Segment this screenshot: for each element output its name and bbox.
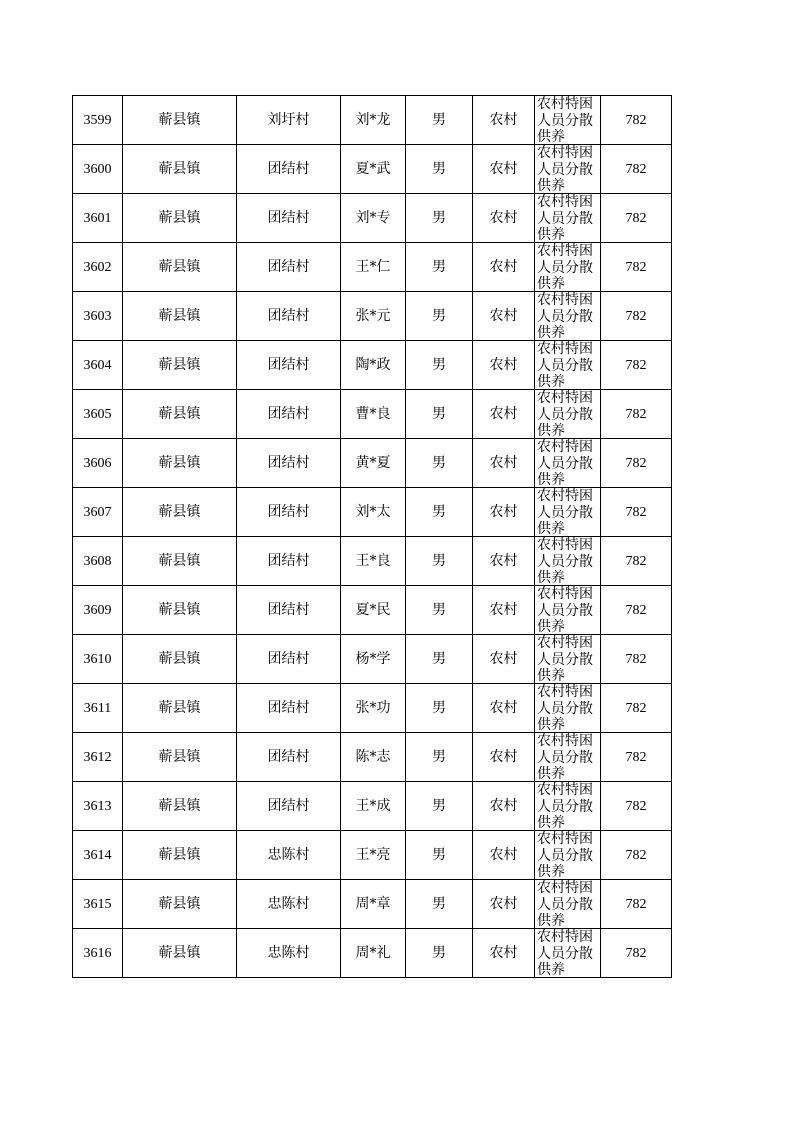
record-number-cell: 3602 xyxy=(73,243,123,292)
table-row xyxy=(73,635,672,684)
category-cell xyxy=(535,439,601,488)
category-cell xyxy=(535,929,601,978)
town-cell: 蕲县镇 xyxy=(123,831,237,880)
table-row xyxy=(73,292,672,341)
category-text: 农村特困人员分散供养 xyxy=(537,880,593,928)
town-cell: 蕲县镇 xyxy=(123,145,237,194)
amount-cell: 782 xyxy=(601,733,672,782)
category-text: 农村特困人员分散供养 xyxy=(537,782,593,830)
record-number-cell: 3605 xyxy=(73,390,123,439)
amount-cell: 782 xyxy=(601,243,672,292)
category-text: 农村特困人员分散供养 xyxy=(537,145,593,193)
record-number-cell: 3611 xyxy=(73,684,123,733)
table-row xyxy=(73,929,672,978)
town-cell: 蕲县镇 xyxy=(123,586,237,635)
village-cell: 忠陈村 xyxy=(237,929,341,978)
table-row xyxy=(73,96,672,145)
town-cell: 蕲县镇 xyxy=(123,782,237,831)
category-cell xyxy=(535,831,601,880)
category-cell xyxy=(535,341,601,390)
gender-cell: 男 xyxy=(406,488,473,537)
town-cell: 蕲县镇 xyxy=(123,390,237,439)
name-cell: 王*仁 xyxy=(341,243,406,292)
table-row xyxy=(73,145,672,194)
gender-cell: 男 xyxy=(406,635,473,684)
record-number-cell: 3609 xyxy=(73,586,123,635)
category-text: 农村特困人员分散供养 xyxy=(537,194,593,242)
area-cell: 农村 xyxy=(473,292,535,341)
name-cell: 王*成 xyxy=(341,782,406,831)
gender-cell: 男 xyxy=(406,586,473,635)
table-row xyxy=(73,880,672,929)
gender-cell: 男 xyxy=(406,292,473,341)
table-row xyxy=(73,341,672,390)
gender-cell: 男 xyxy=(406,733,473,782)
town-cell: 蕲县镇 xyxy=(123,96,237,145)
category-cell xyxy=(535,96,601,145)
table-row xyxy=(73,782,672,831)
area-cell: 农村 xyxy=(473,145,535,194)
category-cell xyxy=(535,537,601,586)
village-cell: 团结村 xyxy=(237,733,341,782)
name-cell: 周*章 xyxy=(341,880,406,929)
category-cell xyxy=(535,733,601,782)
record-number-cell: 3607 xyxy=(73,488,123,537)
village-cell: 团结村 xyxy=(237,488,341,537)
gender-cell: 男 xyxy=(406,831,473,880)
category-text: 农村特困人员分散供养 xyxy=(537,684,593,732)
name-cell: 张*功 xyxy=(341,684,406,733)
relief-table xyxy=(72,95,672,978)
town-cell: 蕲县镇 xyxy=(123,488,237,537)
name-cell: 曹*良 xyxy=(341,390,406,439)
category-cell xyxy=(535,782,601,831)
village-cell: 团结村 xyxy=(237,194,341,243)
town-cell: 蕲县镇 xyxy=(123,243,237,292)
table-row xyxy=(73,488,672,537)
village-cell: 团结村 xyxy=(237,635,341,684)
name-cell: 夏*民 xyxy=(341,586,406,635)
category-text: 农村特困人员分散供养 xyxy=(537,341,593,389)
category-cell xyxy=(535,145,601,194)
area-cell: 农村 xyxy=(473,880,535,929)
amount-cell: 782 xyxy=(601,782,672,831)
amount-cell: 782 xyxy=(601,635,672,684)
village-cell: 团结村 xyxy=(237,292,341,341)
village-cell: 团结村 xyxy=(237,341,341,390)
name-cell: 黄*夏 xyxy=(341,439,406,488)
record-number-cell: 3600 xyxy=(73,145,123,194)
amount-cell: 782 xyxy=(601,341,672,390)
category-text: 农村特困人员分散供养 xyxy=(537,439,593,487)
table-body xyxy=(73,96,672,978)
name-cell: 刘*龙 xyxy=(341,96,406,145)
record-number-cell: 3606 xyxy=(73,439,123,488)
area-cell: 农村 xyxy=(473,929,535,978)
table-row xyxy=(73,537,672,586)
amount-cell: 782 xyxy=(601,684,672,733)
category-cell xyxy=(535,684,601,733)
category-text: 农村特困人员分散供养 xyxy=(537,635,593,683)
area-cell: 农村 xyxy=(473,831,535,880)
category-cell xyxy=(535,194,601,243)
town-cell: 蕲县镇 xyxy=(123,537,237,586)
amount-cell: 782 xyxy=(601,586,672,635)
amount-cell: 782 xyxy=(601,439,672,488)
record-number-cell: 3614 xyxy=(73,831,123,880)
category-cell xyxy=(535,488,601,537)
gender-cell: 男 xyxy=(406,439,473,488)
name-cell: 王*亮 xyxy=(341,831,406,880)
village-cell: 团结村 xyxy=(237,537,341,586)
category-text: 农村特困人员分散供养 xyxy=(537,537,593,585)
town-cell: 蕲县镇 xyxy=(123,341,237,390)
village-cell: 团结村 xyxy=(237,145,341,194)
amount-cell: 782 xyxy=(601,145,672,194)
category-cell xyxy=(535,243,601,292)
gender-cell: 男 xyxy=(406,390,473,439)
village-cell: 团结村 xyxy=(237,586,341,635)
amount-cell: 782 xyxy=(601,929,672,978)
name-cell: 周*礼 xyxy=(341,929,406,978)
village-cell: 团结村 xyxy=(237,684,341,733)
village-cell: 刘圩村 xyxy=(237,96,341,145)
area-cell: 农村 xyxy=(473,537,535,586)
area-cell: 农村 xyxy=(473,488,535,537)
town-cell: 蕲县镇 xyxy=(123,292,237,341)
village-cell: 忠陈村 xyxy=(237,831,341,880)
record-number-cell: 3608 xyxy=(73,537,123,586)
amount-cell: 782 xyxy=(601,488,672,537)
gender-cell: 男 xyxy=(406,684,473,733)
table-row xyxy=(73,439,672,488)
category-text: 农村特困人员分散供养 xyxy=(537,929,593,977)
category-cell xyxy=(535,880,601,929)
amount-cell: 782 xyxy=(601,880,672,929)
record-number-cell: 3613 xyxy=(73,782,123,831)
table-row xyxy=(73,243,672,292)
area-cell: 农村 xyxy=(473,341,535,390)
category-cell xyxy=(535,635,601,684)
gender-cell: 男 xyxy=(406,929,473,978)
gender-cell: 男 xyxy=(406,880,473,929)
table-row xyxy=(73,390,672,439)
village-cell: 团结村 xyxy=(237,390,341,439)
category-text: 农村特困人员分散供养 xyxy=(537,390,593,438)
area-cell: 农村 xyxy=(473,96,535,145)
town-cell: 蕲县镇 xyxy=(123,635,237,684)
category-cell xyxy=(535,586,601,635)
village-cell: 团结村 xyxy=(237,782,341,831)
name-cell: 杨*学 xyxy=(341,635,406,684)
gender-cell: 男 xyxy=(406,341,473,390)
category-text: 农村特困人员分散供养 xyxy=(537,586,593,634)
record-number-cell: 3616 xyxy=(73,929,123,978)
gender-cell: 男 xyxy=(406,194,473,243)
village-cell: 团结村 xyxy=(237,243,341,292)
gender-cell: 男 xyxy=(406,145,473,194)
record-number-cell: 3610 xyxy=(73,635,123,684)
table-row xyxy=(73,733,672,782)
category-cell xyxy=(535,292,601,341)
category-text: 农村特困人员分散供养 xyxy=(537,292,593,340)
record-number-cell: 3615 xyxy=(73,880,123,929)
table-row xyxy=(73,586,672,635)
name-cell: 陈*志 xyxy=(341,733,406,782)
amount-cell: 782 xyxy=(601,831,672,880)
record-number-cell: 3604 xyxy=(73,341,123,390)
table-row xyxy=(73,194,672,243)
category-text: 农村特困人员分散供养 xyxy=(537,733,593,781)
area-cell: 农村 xyxy=(473,194,535,243)
area-cell: 农村 xyxy=(473,439,535,488)
area-cell: 农村 xyxy=(473,586,535,635)
village-cell: 团结村 xyxy=(237,439,341,488)
category-text: 农村特困人员分散供养 xyxy=(537,488,593,536)
town-cell: 蕲县镇 xyxy=(123,194,237,243)
town-cell: 蕲县镇 xyxy=(123,929,237,978)
name-cell: 王*良 xyxy=(341,537,406,586)
record-number-cell: 3599 xyxy=(73,96,123,145)
table-row xyxy=(73,684,672,733)
gender-cell: 男 xyxy=(406,96,473,145)
town-cell: 蕲县镇 xyxy=(123,733,237,782)
name-cell: 刘*太 xyxy=(341,488,406,537)
amount-cell: 782 xyxy=(601,96,672,145)
gender-cell: 男 xyxy=(406,537,473,586)
amount-cell: 782 xyxy=(601,390,672,439)
record-number-cell: 3603 xyxy=(73,292,123,341)
name-cell: 陶*政 xyxy=(341,341,406,390)
category-text: 农村特困人员分散供养 xyxy=(537,831,593,879)
gender-cell: 男 xyxy=(406,243,473,292)
area-cell: 农村 xyxy=(473,635,535,684)
amount-cell: 782 xyxy=(601,194,672,243)
gender-cell: 男 xyxy=(406,782,473,831)
area-cell: 农村 xyxy=(473,243,535,292)
village-cell: 忠陈村 xyxy=(237,880,341,929)
town-cell: 蕲县镇 xyxy=(123,684,237,733)
category-text: 农村特困人员分散供养 xyxy=(537,96,593,144)
town-cell: 蕲县镇 xyxy=(123,880,237,929)
area-cell: 农村 xyxy=(473,684,535,733)
area-cell: 农村 xyxy=(473,733,535,782)
category-cell xyxy=(535,390,601,439)
area-cell: 农村 xyxy=(473,390,535,439)
name-cell: 刘*专 xyxy=(341,194,406,243)
amount-cell: 782 xyxy=(601,537,672,586)
name-cell: 夏*武 xyxy=(341,145,406,194)
amount-cell: 782 xyxy=(601,292,672,341)
record-number-cell: 3612 xyxy=(73,733,123,782)
category-text: 农村特困人员分散供养 xyxy=(537,243,593,291)
town-cell: 蕲县镇 xyxy=(123,439,237,488)
table-row xyxy=(73,831,672,880)
record-number-cell: 3601 xyxy=(73,194,123,243)
area-cell: 农村 xyxy=(473,782,535,831)
name-cell: 张*元 xyxy=(341,292,406,341)
